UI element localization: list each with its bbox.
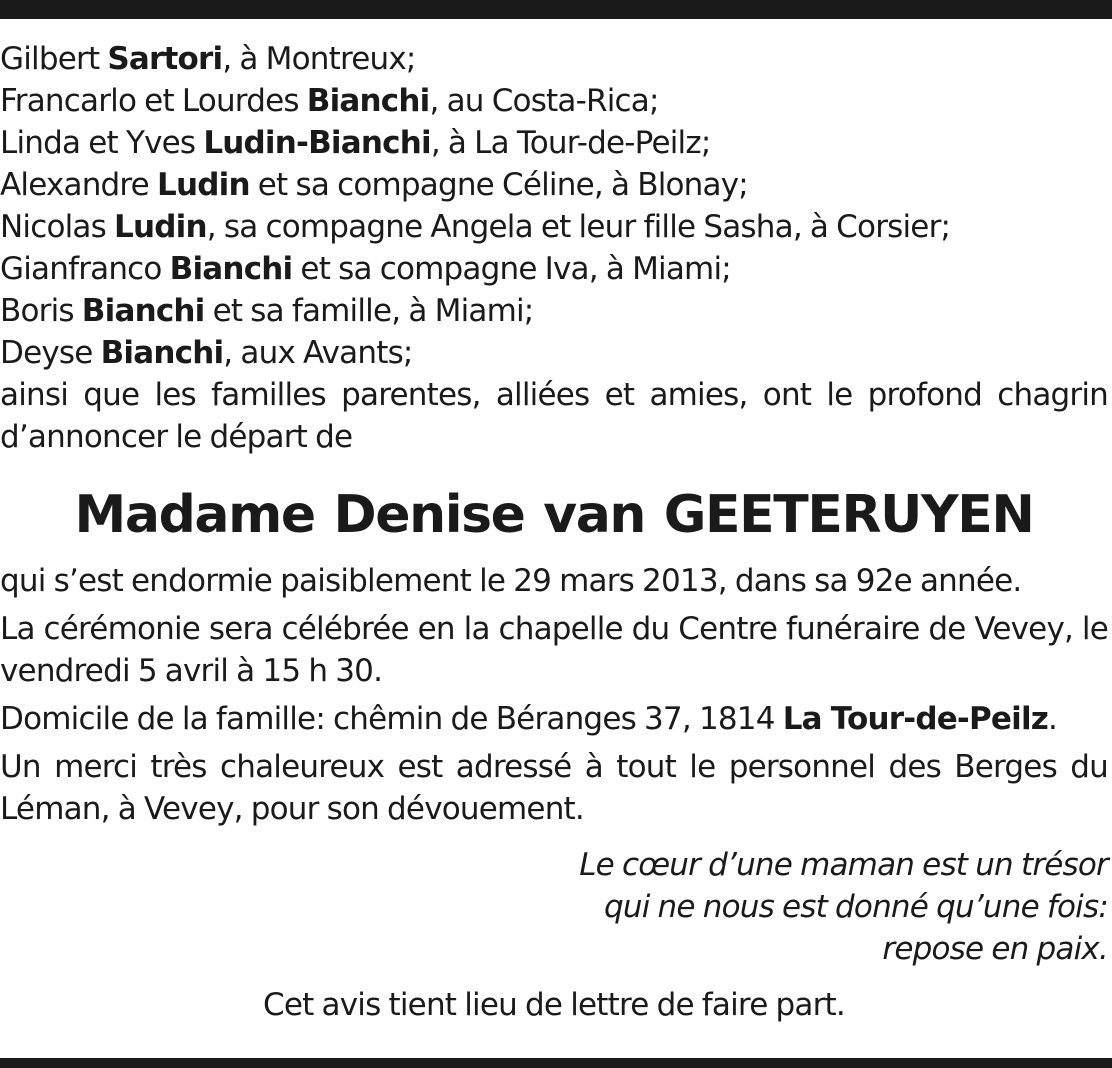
mourner-line bbox=[0, 122, 1108, 164]
mourner-given-names: Boris bbox=[0, 293, 82, 329]
notice-content bbox=[0, 38, 1108, 1026]
mourner-given-names: Alexandre bbox=[0, 167, 158, 203]
mourner-surname: Bianchi bbox=[81, 293, 205, 329]
thanks-message: Un merci très chaleureux est adressé à tout le personnel des Berges du Léman, à Vevey, pour son dévouement. bbox=[0, 749, 1108, 827]
deceased-name: Madame Denise van GEETERUYEN bbox=[74, 485, 1034, 545]
mourner-location: et sa compagne Céline, à Blonay; bbox=[249, 167, 748, 203]
domicile-address: Domicile de la famille: chêmin de Béranges 37, 1814 bbox=[0, 701, 783, 737]
closing-note: Cet avis tient lieu de lettre de faire part. bbox=[263, 987, 845, 1023]
mourner-surname: Sartori bbox=[107, 41, 223, 77]
mourner-line bbox=[0, 38, 1108, 80]
mourner-surname: Ludin bbox=[114, 209, 207, 245]
mourner-line bbox=[0, 80, 1108, 122]
mourner-location: , à Montreux; bbox=[222, 41, 416, 77]
top-rule bbox=[0, 0, 1112, 19]
mourner-given-names: Francarlo et Lourdes bbox=[0, 83, 307, 119]
mourner-line bbox=[0, 290, 1108, 332]
verse-line: Le cœur d’une maman est un trésor bbox=[579, 847, 1108, 883]
memorial-verse bbox=[0, 844, 1108, 970]
mourner-given-names: Deyse bbox=[0, 335, 101, 371]
family-domicile bbox=[0, 698, 1108, 740]
mourner-surname: Bianchi bbox=[100, 335, 224, 371]
mourner-surname: Ludin-Bianchi bbox=[203, 125, 431, 161]
mourner-given-names: Nicolas bbox=[0, 209, 115, 245]
mourner-line bbox=[0, 332, 1108, 374]
ceremony-details: La cérémonie sera célébrée en la chapelle du Centre funéraire de Vevey, le vendredi 5 avril à 15 h 30. bbox=[0, 611, 1108, 689]
domicile-period: . bbox=[1048, 701, 1058, 737]
bottom-rule bbox=[0, 1058, 1112, 1068]
mourner-location: et sa compagne Iva, à Miami; bbox=[292, 251, 731, 287]
mourner-line bbox=[0, 206, 1108, 248]
mourner-given-names: Gianfranco bbox=[0, 251, 170, 287]
mourner-line bbox=[0, 164, 1108, 206]
mourner-surname: Bianchi bbox=[169, 251, 293, 287]
mourner-location: et sa famille, à Miami; bbox=[204, 293, 534, 329]
mourner-given-names: Gilbert bbox=[0, 41, 108, 77]
mourner-location: , sa compagne Angela et leur fille Sasha, à Corsier; bbox=[206, 209, 951, 245]
verse-line: qui ne nous est donné qu’une fois: bbox=[603, 889, 1108, 925]
mourner-location: , à La Tour-de-Peilz; bbox=[430, 125, 711, 161]
mourner-surname: Ludin bbox=[157, 167, 250, 203]
mourner-list bbox=[0, 38, 1108, 374]
mourner-line bbox=[0, 248, 1108, 290]
mourner-surname: Bianchi bbox=[306, 83, 430, 119]
mourner-given-names: Linda et Yves bbox=[0, 125, 204, 161]
announcement-intro: ainsi que les familles parentes, alliées et amies, ont le profond chagrin d’annoncer le départ de bbox=[0, 377, 1108, 455]
mourner-location: , aux Avants; bbox=[223, 335, 413, 371]
death-statement: qui s’est endormie paisiblement le 29 mars 2013, dans sa 92e année. bbox=[0, 563, 1022, 599]
mourner-location: , au Costa-Rica; bbox=[429, 83, 659, 119]
domicile-town: La Tour-de-Peilz bbox=[782, 701, 1049, 737]
verse-line: repose en paix. bbox=[882, 931, 1108, 967]
